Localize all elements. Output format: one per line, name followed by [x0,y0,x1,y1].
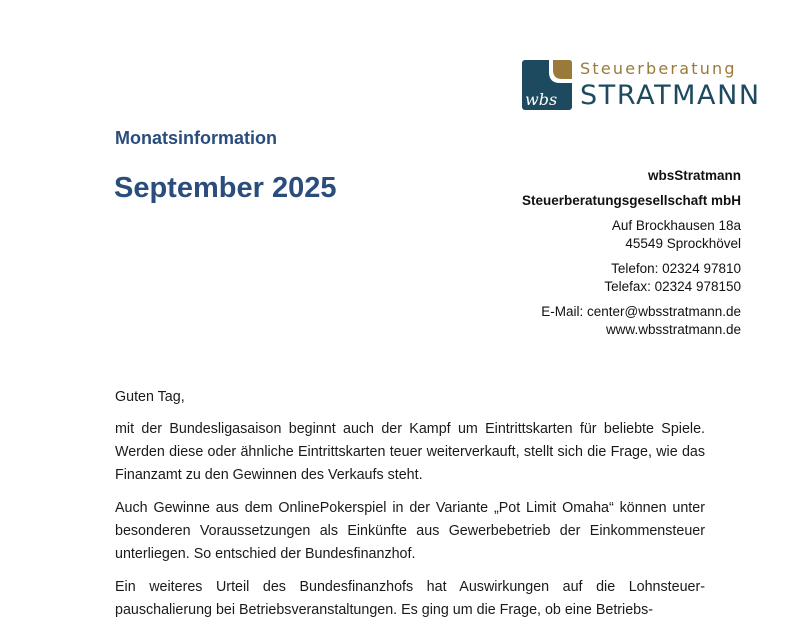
greeting: Guten Tag, [115,389,185,405]
wbs-logo-icon [522,60,572,110]
paragraph: mit der Bundesligasaison beginnt auch der Kampf um Eintrittskarten für beliebte Spiele. Werden diese oder ähnliche Eintrittskarten teuer weiterverkauft, stellt sich die Frage, wie das Finanzamt zu den Gewinnen des Verkaufs steht. [115,421,705,483]
sender-address [522,167,741,339]
page-title: September 2025 [114,172,337,204]
paragraph: Ein weiteres Urteil des Bundesfinanzhofs hat Auswirkungen auf die Lohnsteuer-pauschalierung bei Betriebsveranstaltungen. Es ging um die Frage, ob eine Betriebs- [115,579,705,618]
company-logo [522,59,761,114]
address-name: wbsStratmann [647,168,741,183]
address-web: www.wbsstratmann.de [605,322,741,337]
address-phone: Telefon: 02324 97810 [611,261,741,276]
logo-name: STRATMANN [580,80,761,111]
address-email: E-Mail: center@wbsstratmann.de [541,304,741,319]
letter-body [115,386,705,632]
paragraph: Auch Gewinne aus dem OnlinePokerspiel in der Variante „Pot Limit Omaha“ können unter besonderen Voraussetzungen als Einkünfte aus Gewerbebetrieb der Einkommensteuer unterliegen. So entschied der Bundesfinanzhof. [115,500,705,562]
address-company: Steuerberatungsgesellschaft mbH [521,193,741,208]
address-fax: Telefax: 02324 978150 [604,279,741,294]
logo-tagline: Steuerberatung [580,59,737,78]
address-city: 45549 Sprockhövel [625,236,741,251]
logo-mark-text: wbs [525,90,558,109]
address-street: Auf Brockhausen 18a [611,218,741,233]
document-kicker: Monatsinformation [115,128,277,148]
